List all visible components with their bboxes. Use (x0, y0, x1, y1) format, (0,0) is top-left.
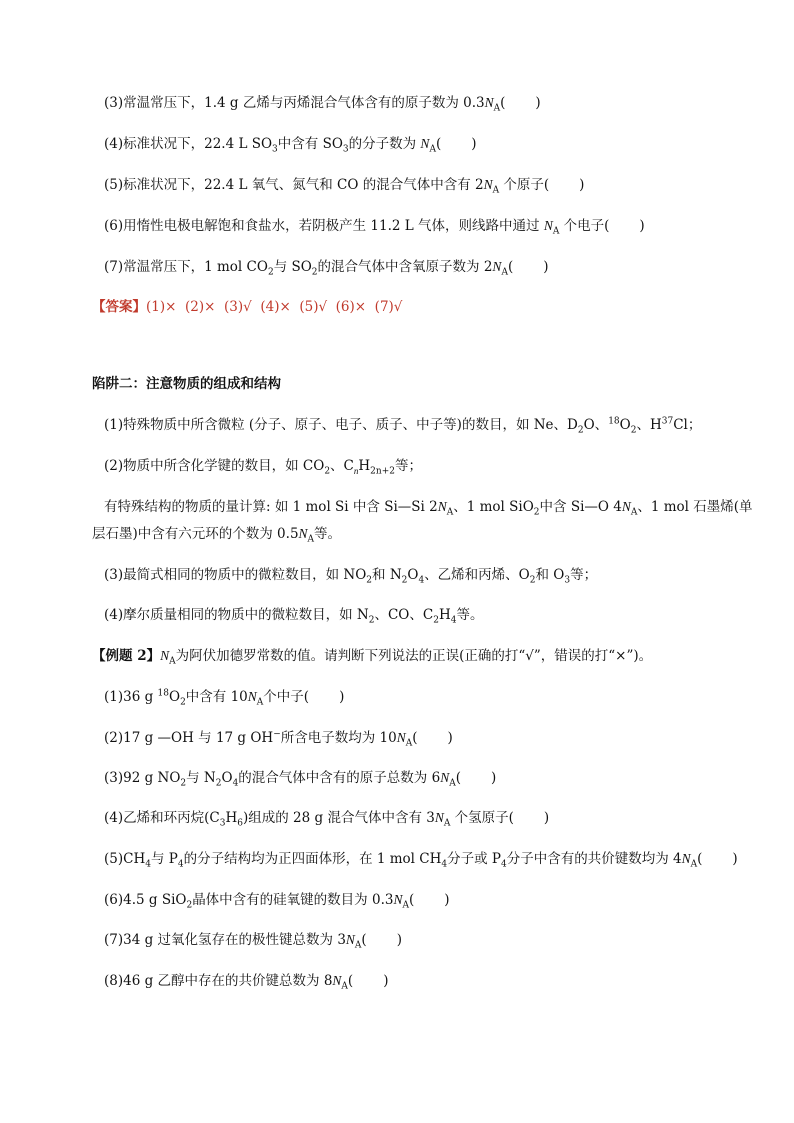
example-item-2: (2)17 g —OH 与 17 g OH−所含电子数均为 $10N_A$( ) (104, 729, 453, 749)
example-item-6: (6)4.5 g SiO$_2$晶体中含有的硅氧键的数目为 $0.3N_A$( ) (104, 892, 450, 911)
para-3-line-2: 层石墨)中含有六元环的个数为 $0.5N_A$等。 (92, 526, 342, 545)
para-5: (4)摩尔质量相同的物质中的微粒数目，如 $N_2$、CO、$C_2H_4$等。 (104, 607, 484, 626)
example-item-8: (8)46 g 乙醇中存在的共价键总数为 $8N_A$( ) (104, 973, 389, 992)
example-item-5: $(5)CH_4$与 $P_4$的分子结构均为正四面体形，在 1 mol $CH_4$分子或 $P_4$分子中含有的共价键数均为 $4N_A$( ) (104, 851, 738, 870)
para-4: (3)最简式相同的物质中的微粒数目，如 $NO_2$和 $N_2O_4$、乙烯和丙烯、$O_2$和 $O_3$等； (104, 567, 598, 586)
example-2-stem: 【例题 2】$N_A$为阿伏加德罗常数的值。请判断下列说法的正误(正确的打“√”，错误的打“×”)。 (92, 648, 653, 667)
example-label: 【例题 2】 (92, 648, 161, 664)
answer-line (92, 297, 402, 317)
answer-text: (1)× (2)× (3)√ (4)× (5)√ (6)× (7)√ (146, 299, 403, 315)
item-5: (5)标准状况下，22.4 L 氧气、氮气和 CO 的混合气体中含有 $2N_A$ 个原子( ) (104, 177, 585, 196)
answer-label: 【答案】 (92, 299, 146, 315)
para-3-line-1: 有特殊结构的物质的量计算: 如 1 mol Si 中含 Si—Si $2N_A$、1 mol SiO$_2$中含 Si—O $4N_A$、1 mol 石墨烯(单 (104, 499, 753, 518)
example-item-1: (1)36 g $^{18}O_2$中含有 $10N_A$个中子( ) (104, 688, 345, 708)
example-item-3: (3)92 g $NO_2$与 $N_2O_4$的混合气体中含有的原子总数为 $6N_A$( ) (104, 770, 497, 789)
item-7: (7)常温常压下，1 mol $CO_2$与 $SO_2$的混合气体中含氧原子数为 $2N_A$( ) (104, 259, 549, 278)
item-4: (4)标准状况下，22.4 L $SO_3$中含有 $SO_3$的分子数为 $N_A$( ) (104, 136, 477, 155)
para-2: (2)物质中所含化学键的数目，如 $CO_2$、$C_nH_{2n+2}$等； (104, 458, 422, 477)
item-6: (6)用惰性电极电解饱和食盐水，若阴极产生 11.2 L 气体，则线路中通过 $N_A$ 个电子( ) (104, 218, 645, 237)
example-item-4: (4)乙烯和环丙烷$(C_3H_6)$组成的 28 g 混合气体中含有 $3N_A$ 个氢原子( ) (104, 810, 550, 829)
section-heading: 陷阱二：注意物质的组成和结构 (92, 376, 281, 392)
example-item-7: (7)34 g 过氧化氢存在的极性键总数为 $3N_A$( ) (104, 932, 402, 951)
para-1: (1)特殊物质中所含微粒 (分子、原子、电子、质子、中子等)的数目，如 Ne、$D_2O$、$^{18}O_2$、$H^{37}Cl$； (104, 416, 702, 436)
item-3: (3)常温常压下，1.4 g 乙烯与丙烯混合气体含有的原子数为 $0.3N_A$( ) (104, 95, 541, 114)
